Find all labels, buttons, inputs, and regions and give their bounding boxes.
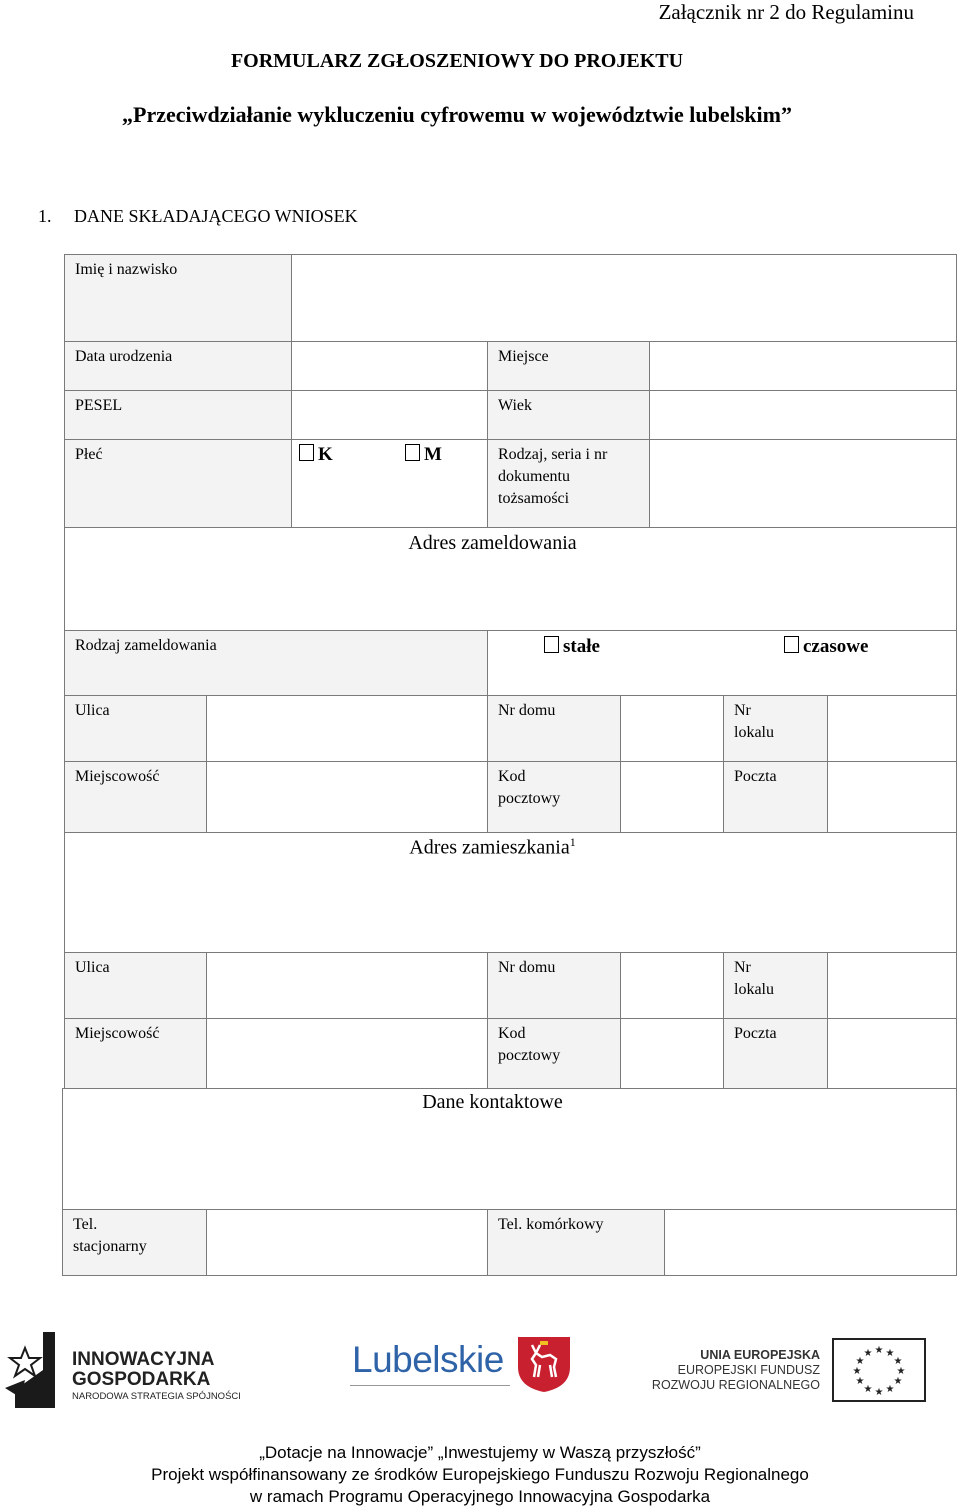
reg-city-label-cell	[64, 761, 207, 833]
birth-date-label-cell	[64, 341, 292, 391]
res-city-label: Miejscowość	[75, 1025, 160, 1042]
svg-text:★: ★	[863, 1348, 873, 1359]
birth-place-label-cell	[487, 341, 650, 391]
eu-line2: EUROPEJSKI FUNDUSZ	[677, 1363, 820, 1377]
contact-header	[62, 1088, 957, 1210]
res-post-label: Poczta	[734, 1025, 777, 1042]
footer-slogans: „Dotacje na Innowacje” „Inwestujemy w Waszą przyszłość”	[259, 1443, 701, 1462]
reg-street-field[interactable]	[206, 695, 488, 762]
reg-flat-field[interactable]	[827, 695, 957, 762]
name-field[interactable]	[291, 254, 957, 342]
sex-label: Płeć	[75, 446, 103, 463]
registration-type-label-cell	[64, 630, 488, 696]
svg-text:★: ★	[893, 1376, 903, 1387]
svg-text:★: ★	[863, 1384, 873, 1395]
res-house-label: Nr domu	[498, 959, 556, 976]
res-postal-label: Kod pocztowy	[498, 1025, 561, 1064]
sex-label-cell	[64, 439, 292, 528]
landline-label-cell	[62, 1209, 207, 1276]
res-city-label-cell	[64, 1018, 207, 1089]
pesel-field[interactable]	[291, 390, 488, 440]
svg-text:★: ★	[852, 1366, 862, 1377]
svg-text:★: ★	[885, 1348, 895, 1359]
res-house-label-cell	[487, 952, 621, 1019]
svg-text:★: ★	[893, 1356, 903, 1367]
res-street-label: Ulica	[75, 959, 110, 976]
svg-text:★: ★	[855, 1376, 865, 1387]
registration-type-label: Rodzaj zameldowania	[75, 637, 217, 654]
reg-post-label-cell	[723, 761, 828, 833]
eu-line1: UNIA EUROPEJSKA	[700, 1348, 820, 1362]
reg-post-field[interactable]	[827, 761, 957, 833]
reg-post-label: Poczta	[734, 768, 777, 785]
section-number: 1.	[38, 206, 52, 226]
res-flat-label-cell	[723, 952, 828, 1019]
id-doc-label-cell	[487, 439, 650, 528]
section-heading	[38, 206, 358, 227]
residence-address-header	[64, 832, 957, 953]
checkbox-icon[interactable]	[405, 444, 420, 461]
ig-line2: GOSPODARKA	[72, 1369, 211, 1390]
res-post-field[interactable]	[827, 1018, 957, 1089]
svg-text:★: ★	[855, 1356, 865, 1367]
age-label-cell	[487, 390, 650, 440]
birth-place-field[interactable]	[649, 341, 957, 391]
residence-address-title: Adres zamieszkania$^1$	[409, 835, 576, 859]
reg-postal-label-cell	[487, 761, 621, 833]
registration-address-header	[64, 527, 957, 631]
innowacyjna-gospodarka-logo	[5, 1330, 245, 1410]
res-street-field[interactable]	[206, 952, 488, 1019]
registration-option-permanent[interactable]: stałe	[544, 636, 600, 658]
checkbox-icon[interactable]	[784, 636, 799, 653]
res-postal-field[interactable]	[620, 1018, 724, 1089]
registration-option-temporary[interactable]: czasowe	[784, 636, 868, 658]
age-label: Wiek	[498, 397, 533, 414]
id-doc-label: Rodzaj, seria i nr dokumentu tożsamości	[498, 446, 608, 507]
reg-house-label-cell	[487, 695, 621, 762]
checkbox-icon[interactable]	[544, 636, 559, 653]
id-doc-field[interactable]	[649, 439, 957, 528]
birth-place-label: Miejsce	[498, 348, 549, 365]
eu-flag-icon	[832, 1338, 926, 1402]
mobile-label: Tel. komórkowy	[498, 1216, 604, 1233]
svg-text:★: ★	[896, 1366, 906, 1377]
ig-line1: INNOWACYJNA	[72, 1349, 215, 1370]
appendix-label: Załącznik nr 2 do Regulaminu	[658, 0, 914, 24]
res-post-label-cell	[723, 1018, 828, 1089]
ig-line3: NARODOWA STRATEGIA SPÓJNOŚCI	[72, 1391, 241, 1402]
deer-coat-of-arms-icon	[516, 1335, 572, 1393]
registration-address-title: Adres zameldowania	[408, 532, 577, 554]
lubelskie-logo	[350, 1335, 575, 1395]
lubelskie-wordmark: Lubelskie	[352, 1339, 504, 1380]
reg-flat-label-cell	[723, 695, 828, 762]
eu-line3: ROZWOJU REGIONALNEGO	[651, 1378, 820, 1392]
mobile-label-cell	[487, 1209, 665, 1276]
res-postal-label-cell	[487, 1018, 621, 1089]
footnote-mark: 1	[569, 835, 576, 849]
res-city-field[interactable]	[206, 1018, 488, 1089]
pesel-label-cell	[64, 390, 292, 440]
reg-city-field[interactable]	[206, 761, 488, 833]
svg-text:★: ★	[885, 1384, 895, 1395]
landline-label: Tel. stacjonarny	[73, 1216, 147, 1255]
birth-date-field[interactable]	[291, 341, 488, 391]
svg-text:★: ★	[874, 1387, 884, 1398]
res-flat-field[interactable]	[827, 952, 957, 1019]
mobile-field[interactable]	[664, 1209, 957, 1276]
logo-underline	[350, 1385, 510, 1386]
contact-title: Dane kontaktowe	[422, 1091, 563, 1113]
landline-field[interactable]	[206, 1209, 488, 1276]
checkbox-icon[interactable]	[299, 444, 314, 461]
footer-programme: w ramach Programu Operacyjnego Innowacyjna Gospodarka	[249, 1487, 711, 1506]
res-street-label-cell	[64, 952, 207, 1019]
reg-postal-label: Kod pocztowy	[498, 768, 561, 807]
name-label-cell	[64, 254, 292, 342]
registration-type-options	[487, 630, 957, 696]
section-title: DANE SKŁADAJĄCEGO WNIOSEK	[74, 206, 358, 226]
birth-date-label: Data urodzenia	[75, 348, 173, 365]
reg-city-label: Miejscowość	[75, 768, 160, 785]
reg-street-label-cell	[64, 695, 207, 762]
footer-cofinancing: Projekt współfinansowany ze środków Europejskiego Funduszu Rozwoju Regionalnego	[151, 1465, 809, 1484]
sex-option-m[interactable]: M	[405, 444, 442, 466]
star-emblem-icon	[5, 1330, 67, 1410]
res-house-field[interactable]	[620, 952, 724, 1019]
reg-flat-label: Nr lokalu	[734, 702, 774, 741]
sex-option-k[interactable]: K	[299, 444, 333, 466]
svg-text:★: ★	[874, 1345, 884, 1356]
project-title: „Przeciwdziałanie wykluczeniu cyfrowemu w województwie lubelskim”	[122, 102, 792, 127]
age-field[interactable]	[649, 390, 957, 440]
reg-house-field[interactable]	[620, 695, 724, 762]
eu-logo	[651, 1338, 932, 1402]
sex-options-cell	[291, 439, 488, 528]
reg-postal-field[interactable]	[620, 761, 724, 833]
reg-street-label: Ulica	[75, 702, 110, 719]
form-title: FORMULARZ ZGŁOSZENIOWY DO PROJEKTU	[230, 50, 684, 72]
reg-house-label: Nr domu	[498, 702, 556, 719]
res-flat-label: Nr lokalu	[734, 959, 774, 998]
name-label: Imię i nazwisko	[75, 261, 178, 278]
pesel-label: PESEL	[75, 397, 123, 414]
